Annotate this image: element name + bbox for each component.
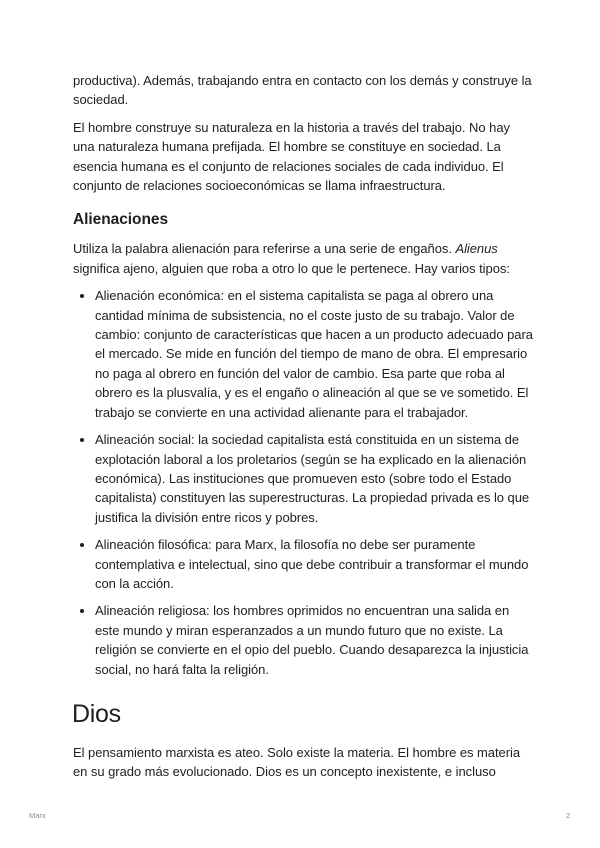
- intro-text-rest: significa ajeno, alguien que roba a otro lo que le pertenece. Hay varios tipos:: [73, 260, 510, 276]
- paragraph-dios: El pensamiento marxista es ateo. Solo existe la materia. El hombre es materia en su grado más evolucionado. Dios es un concepto inexistente, e incluso: [73, 744, 521, 780]
- bullet-icon: [80, 543, 84, 547]
- list-item-text: Alineación filosófica: para Marx, la filosofía no debe ser puramente contemplativa e intelectual, sino que debe contribuir a transformar el mundo con la acción.: [95, 537, 529, 591]
- list-item: [73, 601, 533, 679]
- list-item: [73, 430, 533, 527]
- page-content: [73, 71, 533, 790]
- page-number: 2: [566, 811, 571, 820]
- list-item: [73, 535, 533, 593]
- list-item-text: Alineación religiosa: los hombres oprimidos no encuentran una salida en este mundo y miran esperanzados a un mundo futuro que no existe. La religión se convierte en el opio del pueblo. Cuando desaparezca la injusticia social, no hará falta la religión.: [95, 603, 529, 677]
- heading-alienaciones: Alienaciones: [73, 211, 169, 229]
- bullet-icon: [80, 438, 84, 442]
- list-item-text: Alineación social: la sociedad capitalista está constituida en un sistema de explotación laboral a los proletarios (según se ha explicado en la alienación económica). Las instituciones que promueven esto (sobre todo el Estado capitalista) constituyen las superestructuras. La propiedad privada es lo que justifica la división entre ricos y pobres.: [95, 432, 530, 525]
- paragraph-naturaleza: El hombre construye su naturaleza en la historia a través del trabajo. No hay una naturaleza humana prefijada. El hombre se constituye en sociedad. La esencia humana es el conjunto de relaciones sociales de cada individuo. El conjunto de relaciones socioeconómicas se llama infraestructura.: [73, 119, 510, 194]
- intro-italic-term: Alienus: [455, 241, 498, 257]
- paragraph-continuation: productiva). Además, trabajando entra en contacto con los demás y construye la sociedad.: [73, 73, 532, 108]
- footer-title: Marx: [29, 811, 46, 820]
- intro-text: Utiliza la palabra alienación para referirse a una serie de engaños.: [73, 241, 456, 257]
- bullet-icon: [80, 294, 84, 298]
- list-item: [73, 286, 533, 422]
- bullet-icon: [80, 609, 84, 613]
- list-item-text: Alienación económica: en el sistema capitalista se paga al obrero una cantidad mínima de subsistencia, no el coste justo de su trabajo. Valor de cambio: conjunto de características que hacen a un producto adecuado para el mercado. Se mide en función del tiempo de mano de obra. El empresario no paga al obrero en función del valor de cambio. Esa parte que roba al obrero es la plusvalía, y es el engaño o alineación al que se ve sometido. El trabajo se convierte en una actividad alienante para el trabajador.: [95, 288, 533, 420]
- alienation-list: [73, 286, 533, 679]
- paragraph-alienaciones-intro: [73, 239, 533, 278]
- heading-dios: Dios: [72, 699, 121, 728]
